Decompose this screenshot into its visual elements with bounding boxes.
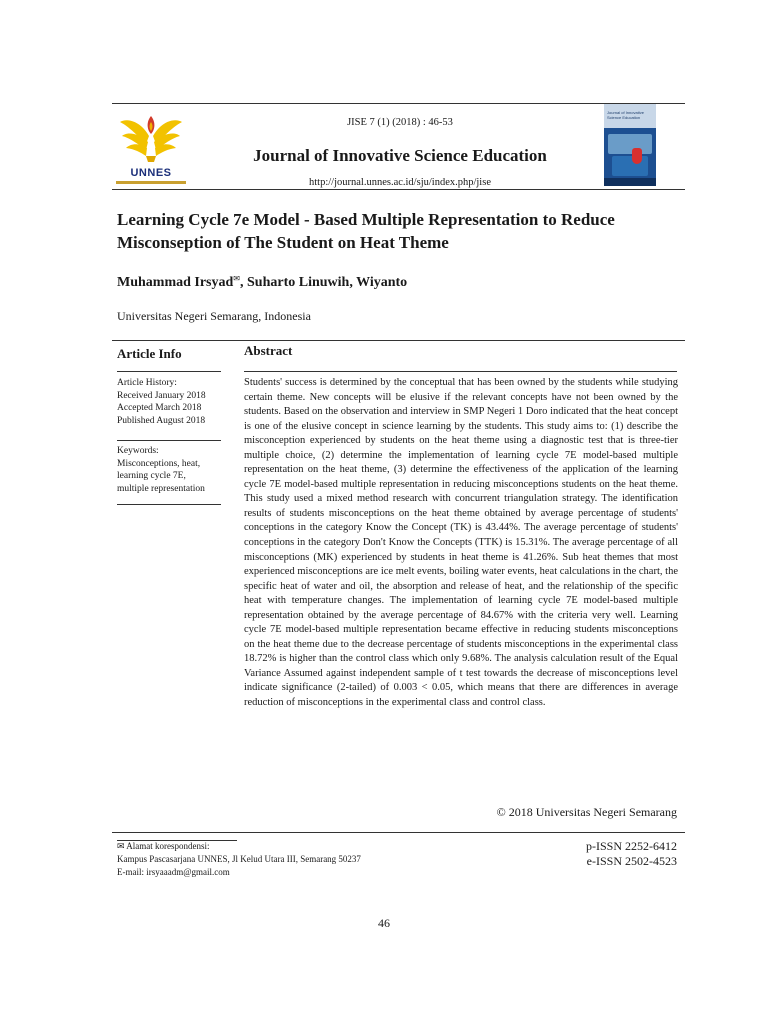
article-info-heading: Article Info: [117, 346, 182, 361]
cover-photo: [612, 156, 648, 176]
article-history: [117, 377, 227, 427]
cover-footer: [604, 178, 656, 186]
keywords: [117, 445, 227, 495]
journal-name: Journal of Innovative Science Education: [253, 146, 547, 165]
correspondence: [117, 840, 361, 879]
keyword-line: multiple representation: [117, 483, 205, 494]
envelope-icon: ✉: [233, 274, 240, 283]
citation: JISE 7 (1) (2018) : 46-53: [347, 117, 453, 128]
header-bottom-rule: [112, 189, 685, 190]
correspondence-label: ✉ Alamat korespondensi:: [117, 841, 210, 851]
keyword-line: learning cycle 7E,: [117, 471, 186, 481]
affiliation: Universitas Negeri Semarang, Indonesia: [117, 309, 311, 323]
cover-photo: [608, 134, 652, 154]
cover-title: Journal of Innovative Science Education: [607, 110, 644, 120]
keyword-line: Misconceptions, heat,: [117, 458, 201, 469]
correspondence-email[interactable]: E-mail: irsyaaadm@gmail.com: [117, 867, 230, 877]
flask-icon: [632, 148, 642, 164]
unnes-emblem-icon: [116, 112, 186, 168]
journal-url[interactable]: http://journal.unnes.ac.id/sju/index.php/jise: [309, 177, 491, 188]
header-top-rule: [112, 103, 685, 104]
electronic-issn: e-ISSN 2502-4523: [586, 854, 677, 868]
published-date: Published August 2018: [117, 415, 206, 426]
logo-text: UNNES: [130, 167, 172, 179]
abstract-text: Students' success is determined by the conceptual that has been owned by the students while studying certain theme. New concepts will be elusive if the relevant concepts have not been owned by the students. Based on the observation and interview in SMP Negeri 1 Doro indicated that the heat concept is one of the elusive concept in science learning by the students. This study aims to: (1) describe the misconception experienced by students on the heat theme using a diagnostic test that is three-tier multiple choice, (2) determine the implementation of learning cycle 7E model-based multiple representation on the heat theme, (3) determine the effectiveness of the application of the learning cycle 7E model-based multiple representation in reducing misconceptions students on the heat theme. This study used a mixed method research with concurrent triangulation strategy. The identification results of students misconceptions on the heat theme obtained by average percentage of students' conceptions in the category Know the Concept (TK) is 43.44%. The average percentage of students' conceptions in the category Don't Know the Concepts (TTK) is 15.31%. The average percentage of all misconceptions (MK) experienced by students in heat theme is 41.26%. Sub heat themes that most experienced misconceptions are ice melt events, boiling water events, heat calculations in the chart, the specific heat of water and oil, the absorption and release of heat, and the relationship of the specific heat with temperature changes. The implementation of learning cycle 7E model-based multiple representation obtained by the average percentage of 84.67% with the criteria very well. Learning cycle 7E model-based multiple representation became effective in reducing students misconceptions on the heat theme due to the decrease percentage of students misconceptions in the experimental class 18.72% is higher than the control class which only 9.68%. The analysis calculation result of the Equal Variance Assumed against independent sample of t test towards the decrease of misconceptions level indicate significance (2-tailed) of 0.003 < 0.05, which means that there are differences in average reduction of misconceptions in the experimental class and control class.: [244, 377, 678, 709]
footer-rule: [112, 832, 685, 833]
cover-banner: [604, 104, 656, 128]
accepted-date: Accepted March 2018: [117, 403, 202, 413]
authors-rest: , Suharto Linuwih, Wiyanto: [240, 275, 408, 290]
info-heading-rule: [117, 371, 221, 372]
received-date: Received January 2018: [117, 390, 206, 401]
history-label: Article History:: [117, 378, 177, 388]
keywords-bottom-rule: [117, 504, 221, 505]
issn-block: [500, 839, 677, 869]
correspondence-address: Kampus Pascasarjana UNNES, Jl Kelud Utara III, Semarang 50237: [117, 854, 361, 864]
journal-cover-image: [604, 104, 656, 186]
copyright: © 2018 Universitas Negeri Semarang: [496, 805, 677, 819]
print-issn: p-ISSN 2252-6412: [585, 839, 677, 853]
unnes-logo: [116, 112, 186, 188]
abstract-heading: Abstract: [244, 343, 293, 358]
logo-underline: [116, 181, 186, 184]
author-corresponding: Muhammad Irsyad: [117, 275, 234, 290]
keywords-top-rule: [117, 440, 221, 441]
keywords-label: Keywords:: [117, 446, 159, 456]
page-number: 46: [378, 916, 390, 930]
info-top-rule: [112, 340, 685, 341]
authors: [117, 274, 407, 291]
abstract-heading-rule: [244, 371, 677, 372]
article-title: Learning Cycle 7e Model - Based Multiple Representation to Reduce Misconseption of The Student on Heat Theme: [117, 210, 615, 252]
